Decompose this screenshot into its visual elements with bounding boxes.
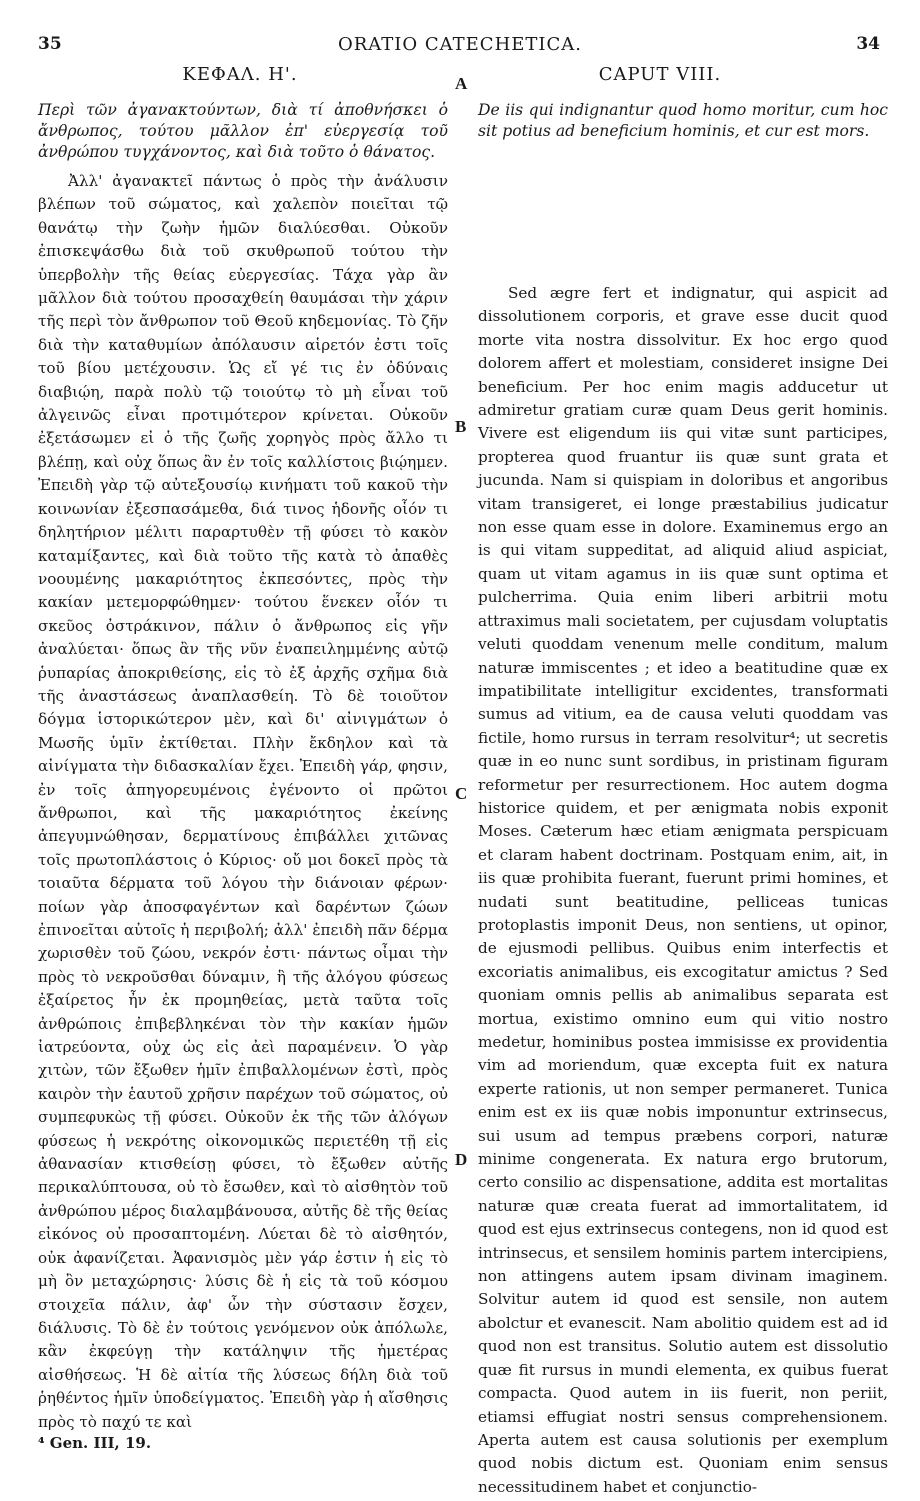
latin-chapter-heading: CAPUT VIII. <box>598 64 722 85</box>
section-marker-d: D <box>455 1150 468 1169</box>
section-marker-a: A <box>455 74 468 93</box>
latin-text-column <box>478 282 888 1499</box>
page-number-left: 35 <box>38 34 62 54</box>
greek-text-column <box>38 170 448 1434</box>
page-number-right: 34 <box>856 34 880 54</box>
section-marker-b: B <box>455 417 467 436</box>
section-marker-c: C <box>455 784 468 803</box>
footnote: ⁴ Gen. III, 19. <box>38 1434 152 1452</box>
greek-chapter-heading: ΚΕΦΑΛ. Η'. <box>182 64 298 85</box>
running-title: ORATIO CATECHETICA. <box>337 34 583 55</box>
latin-body-paragraph: Sed ægre fert et indignatur, qui aspicit ad dissolutionem corporis, et grave esse ducit quod morte vita nostra dissolvitur. Ex hoc ergo quod dolorem affert et molestiam, consideret insigne Dei beneficium. Per hoc enim magis adducetur ut admiretur gratiam curæ quam Deus gerit hominis. Vivere est eligendum iis qui vitæ sunt participes, propterea quod fruantur iis quæ sunt grata et jucunda. Nam si quispiam in doloribus et angoribus vitam transigeret, ei longe præstabilius judicatur non esse quam esse in dolore. Examinemus ergo an is qui vitam suppeditat, ad aliquid aliud aspiciat, quam ut vitam agamus in iis quæ sunt optima et pulcherrima. Quia enim liberi arbitrii motu attraximus mali societatem, per cujusdam voluptatis veluti quoddam venenum melle conditum, malum naturæ immiscentes ; et ideo a beatitudine quæ ex impatibilitate intelligitur excidentes, transformati sumus ad vitium, ea de causa veluti quoddam vas fictile, homo rursus in terram resolvitur⁴; ut secretis quæ in eo nunc sunt sordibus, in pristinam figuram reformetur per resurrectionem. Hoc autem dogma historice quidem, et per ænigmata nobis exponit Moses. Cæterum hæc etiam ænigmata perspicuam et claram habent doctrinam. Postquam enim, ait, in iis quæ prohibita fuerant, fuerunt primi homines, et nudati sunt beatitudine, pelliceas tunicas protoplastis imponit Deus, non sentiens, ut opinor, de ejusmodi pellibus. Quibus enim interfectis et excoriatis animalibus, eis excogitatur amictus ? Sed quoniam omnis pellis ab animalibus separata est mortua, existimo omnino eum qui vitio nostro medetur, hominibus postea immisisse ex providentia vim ad moriendum, quæ excepta fuit ex natura experte rationis, ut non semper permaneret. Tunica enim est ex iis quæ nobis imponuntur extrinsecus, sui usum ad tempus præbens corpori, naturæ minime congenerata. Ex natura ergo brutorum, certo consilio ac dispensatione, addita est mortalitas naturæ quæ creata fuerat ad immortalitatem, id quod est ejus extrinsecus contegens, non id quod est intrinsecus, et sensilem hominis partem intercipiens, non attingens autem ipsam divinam imaginem. Solvitur autem id quod est sensile, non autem abolctur et evanescit. Nam abolitio quidem est ad id quod non est transitus. Solutio autem est dissolutio quæ fit rursus in mundi elementa, ex quibus fuerat compacta. Quod autem in iis fuerit, non periit, etiamsi effugiat nostri sensus comprehensionem. Aperta autem est causa solutionis per exemplum quod nobis dictum est. Quoniam enim sensus necessitudinem habet et conjunctio- <box>478 284 888 1496</box>
page-header <box>0 30 920 58</box>
greek-chapter-summary: Περὶ τῶν ἀγανακτούντων, διὰ τί ἀποθνήσκει ὁ ἄνθρωπος, τούτου μᾶλλον ἐπ' εὐεργεσίᾳ τοῦ ἀνθρώπου τυγχάνοντος, καὶ διὰ τοῦτο ὁ θάνατος. <box>38 101 448 161</box>
latin-chapter-summary: De iis qui indignantur quod homo moritur, cum hoc sit potius ad beneficium hominis, et cur est mors. <box>478 101 888 140</box>
greek-body-paragraph: Ἀλλ' ἀγανακτεῖ πάντως ὁ πρὸς τὴν ἀνάλυσιν βλέπων τοῦ σώματος, καὶ χαλεπὸν ποιεῖται τῷ θανάτῳ τὴν ζωὴν ἡμῶν διαλύεσθαι. Οὐκοῦν ἐπισκεψάσθω διὰ τοῦ σκυθρωποῦ τούτου τὴν ὑπερβολὴν τῆς θείας εὐεργεσίας. Τάχα γὰρ ἂν μᾶλλον διὰ τούτου προσαχθείη θαυμάσαι τὴν χάριν τῆς περὶ τὸν ἄνθρωπον τοῦ Θεοῦ κηδεμονίας. Τὸ ζῆν διὰ τὴν καταθυμίων ἀπόλαυσιν αἱρετόν ἐστι τοῖς τοῦ βίου μετέχουσιν. Ὡς εἴ γέ τις ἐν ὀδύναις διαβιῴη, παρὰ πολὺ τῷ τοιούτῳ τὸ μὴ εἶναι τοῦ ἀλγεινῶς εἶναι προτιμότερον κρίνεται. Οὐκοῦν ἐξετάσωμεν εἰ ὁ τῆς ζωῆς χορηγὸς πρὸς ἄλλο τι βλέπῃ, καὶ οὐχ ὅπως ἂν ἐν τοῖς καλλίστοις βιῴημεν. Ἐπειδὴ γὰρ τῷ αὐτεξουσίῳ κινήματι τοῦ κακοῦ τὴν κοινωνίαν ἐξεσπασάμεθα, διά τινος ἡδονῆς οἷόν τι δηλητήριον μέλιτι παραρτυθὲν τῇ φύσει τὸ κακὸν καταμίξαντες, καὶ διὰ τοῦτο τῆς κατὰ τὸ ἀπαθὲς νοουμένης μακαριότητος ἐκπεσόντες, πρὸς τὴν κακίαν μετεμορφώθημεν· τούτου ἕνεκεν οἷόν τι σκεῦος ὀστράκινον, πάλιν ὁ ἄνθρωπος εἰς γῆν ἀναλύεται· ὅπως ἂν τῆς νῦν ἐναπειλημμένης αὐτῷ ῥυπαρίας ἀποκριθείσης, εἰς τὸ ἐξ ἀρχῆς σχῆμα διὰ τῆς ἀναστάσεως ἀναπλασθείη. Τὸ δὲ τοιοῦτον δόγμα ἱστορικώτερον μὲν, καὶ δι' αἰνιγμάτων ὁ Μωσῆς ὑμῖν ἐκτίθεται. Πλὴν ἔκδηλον καὶ τὰ αἰνίγματα τὴν διδασκαλίαν ἔχει. Ἐπειδὴ γάρ, φησιν, ἐν τοῖς ἀπηγορευμένοις ἐγένοντο οἱ πρῶτοι ἄνθρωποι, καὶ τῆς μακαριότητος ἐκείνης ἀπεγυμνώθησαν, δερματίνους ἐπιβάλλει χιτῶνας τοῖς πρωτοπλάστοις ὁ Κύριος· οὔ μοι δοκεῖ πρὸς τὰ τοιαῦτα δέρματα τοῦ λόγου τὴν διάνοιαν φέρων· ποίων γὰρ ἀποσφαγέντων καὶ δαρέντων ζώων ἐπινοεῖται αὐτοῖς ἡ περιβολή; ἀλλ' ἐπειδὴ πᾶν δέρμα χωρισθὲν τοῦ ζώου, νεκρόν ἐστι· πάντως οἶμαι τὴν πρὸς τὸ νεκροῦσθαι δύναμιν, ἣ τῆς ἀλόγου φύσεως ἐξαίρετος ἦν ἐκ προμηθείας, μετὰ ταῦτα τοῖς ἀνθρώποις ἐπιβεβληκέναι τὸν τὴν κακίαν ἡμῶν ἰατρεύοντα, οὐχ ὡς εἰς ἀεὶ παραμένειν. Ὁ γὰρ χιτὼν, τῶν ἔξωθεν ἡμῖν ἐπιβαλλομένων ἐστὶ, πρὸς καιρὸν τὴν ἑαυτοῦ χρῆσιν παρέχων τοῦ σώματος, οὐ συμπεφυκὼς τῇ φύσει. Οὐκοῦν ἐκ τῆς τῶν ἀλόγων φύσεως ἡ νεκρότης οἰκονομικῶς περιετέθη τῇ εἰς ἀθανασίαν κτισθείσῃ φύσει, τὸ ἔξωθεν αὐτῆς περικαλύπτουσα, οὐ τὸ ἔσωθεν, καὶ τὸ αἰσθητὸν τοῦ ἀνθρώπου μέρος διαλαμβάνουσα, αὐτῆς δὲ τῆς θείας εἰκόνος οὐ προσαπτομένη. Λύεται δὲ τὸ αἰσθητόν, οὐκ ἀφανίζεται. Ἀφανισμὸς μὲν γάρ ἐστιν ἡ εἰς τὸ μὴ ὂν μεταχώρησις· λύσις δὲ ἡ εἰς τὰ τοῦ κόσμου στοιχεῖα πάλιν, ἀφ' ὧν τὴν σύστασιν ἔσχεν, διάλυσις. Τὸ δὲ ἐν τούτοις γενόμενον οὐκ ἀπόλωλε, κἂν ἐκφεύγῃ τὴν κατάληψιν τῆς ἡμετέρας αἰσθήσεως. Ἡ δὲ αἰτία τῆς λύσεως δήλη διὰ τοῦ ῥηθέντος ἡμῖν ὑποδείγματος. Ἐπειδὴ γὰρ ἡ αἴσθησις πρὸς τὸ παχύ τε καὶ <box>38 172 448 1431</box>
